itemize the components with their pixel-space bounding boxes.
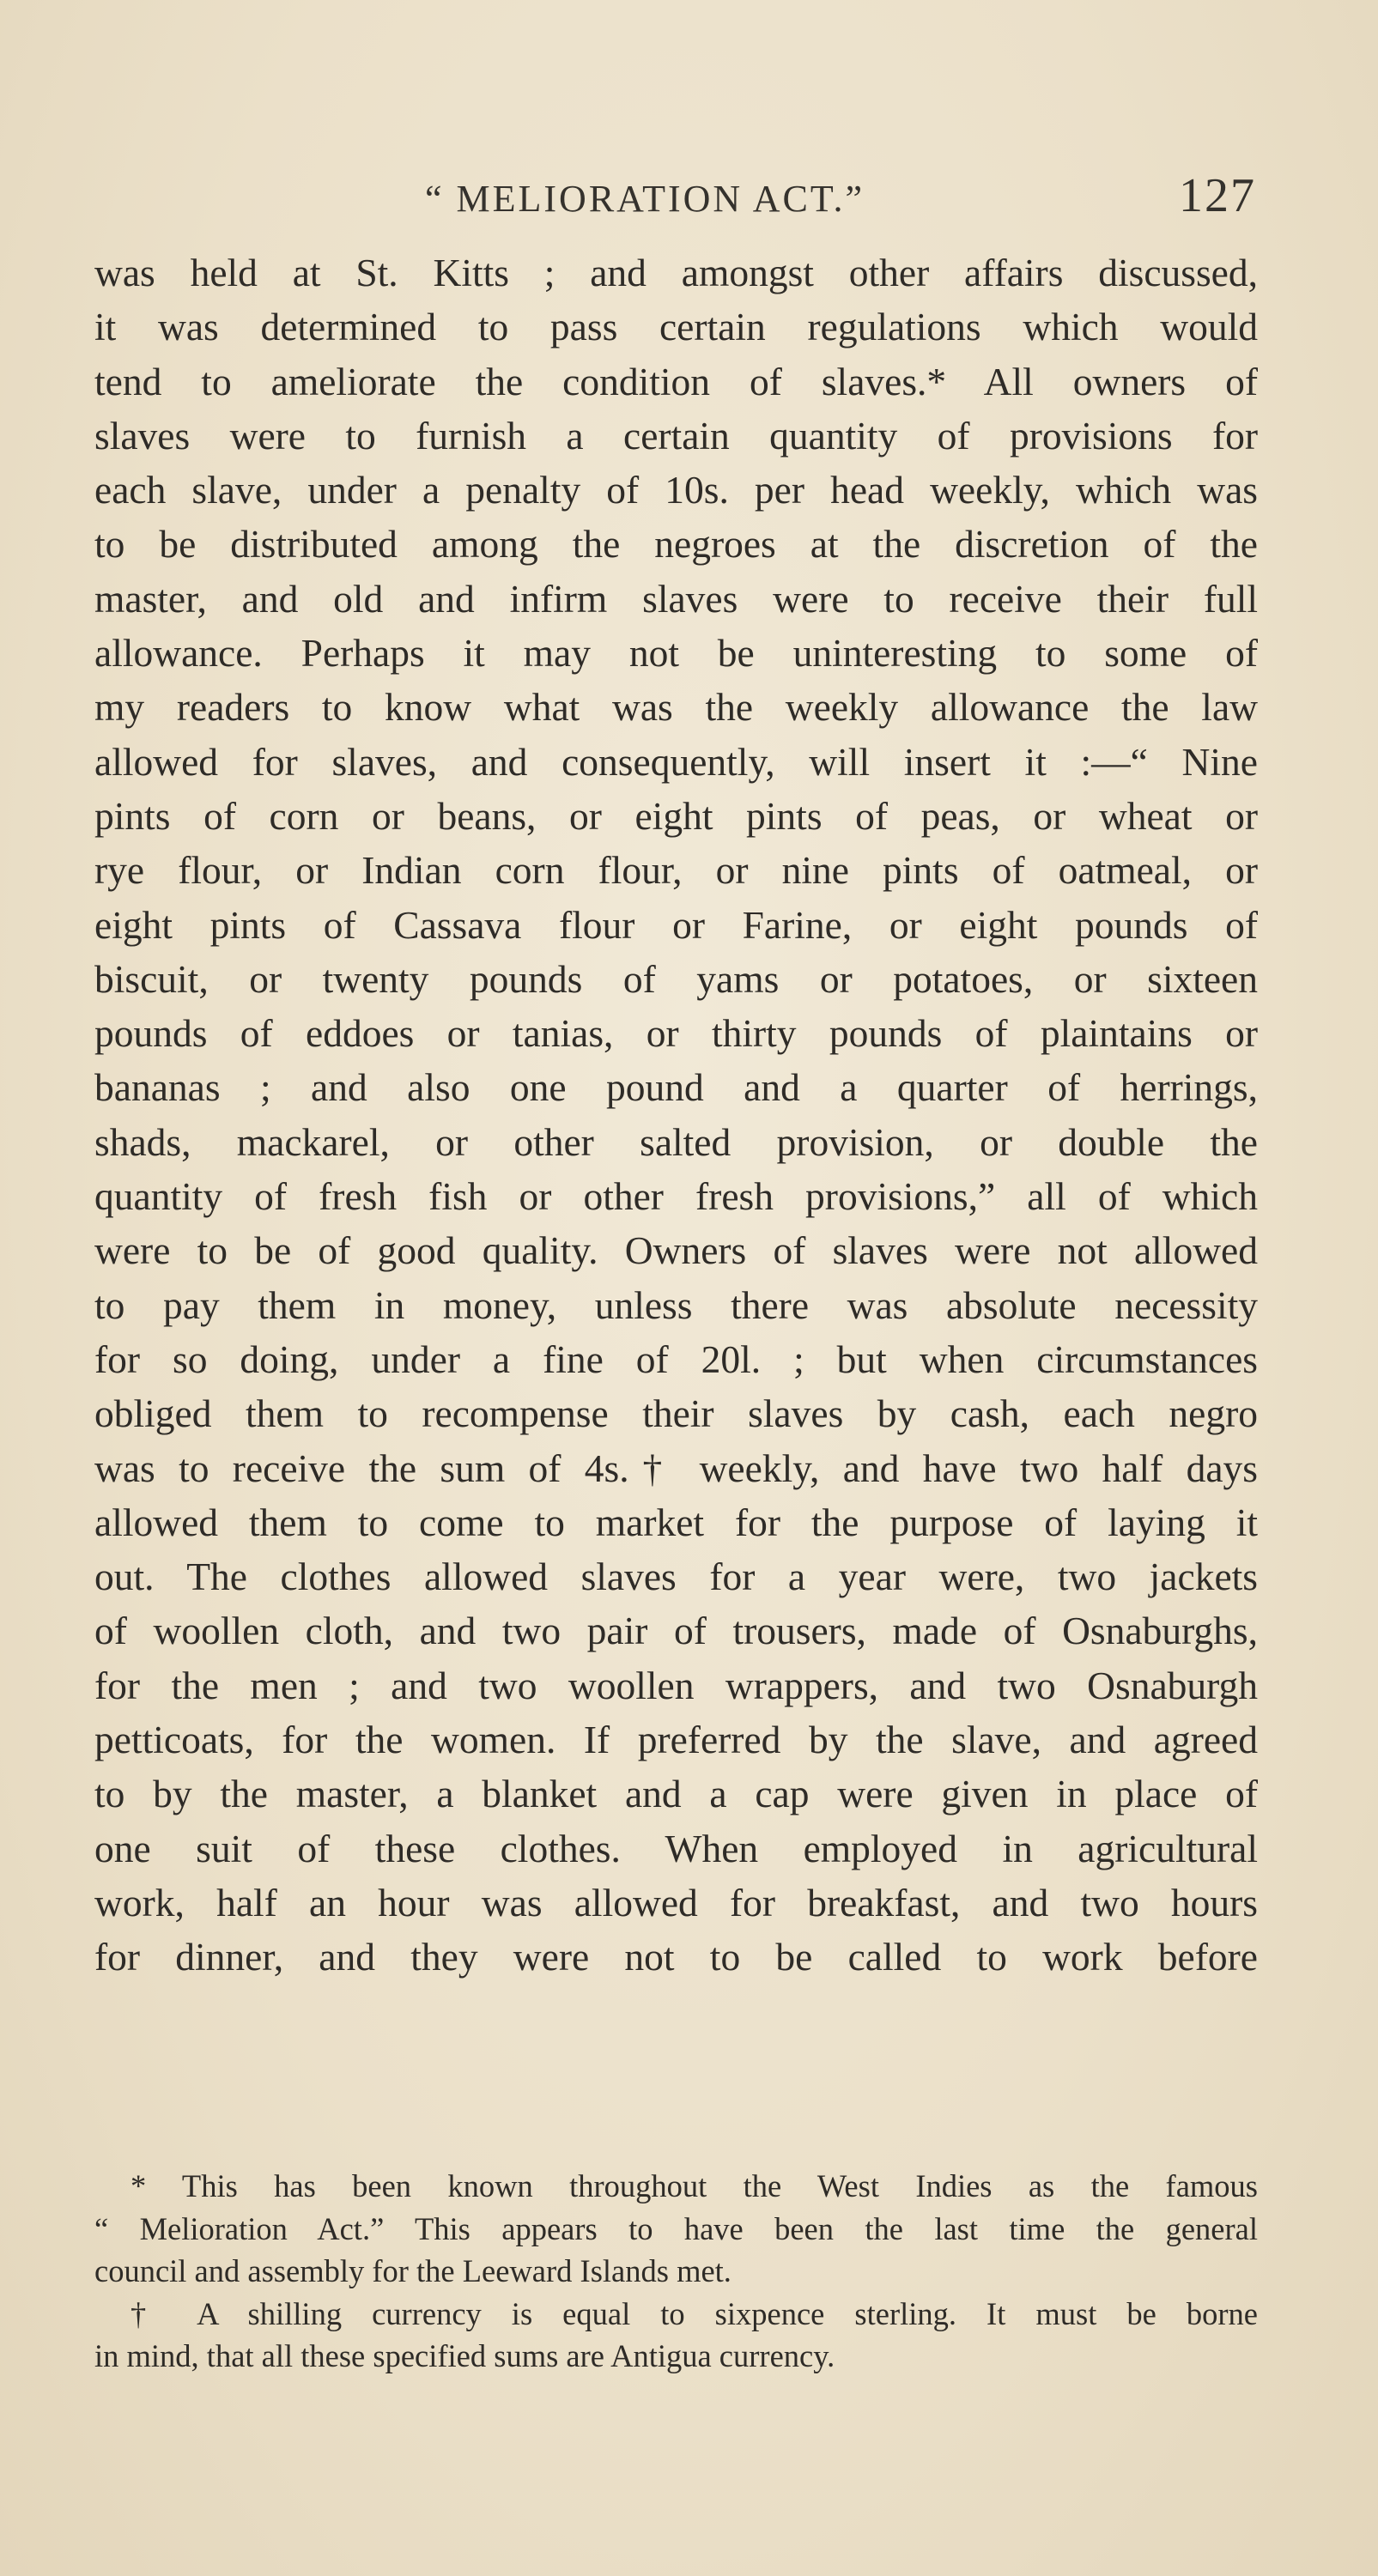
footnote-line: council and assembly for the Leeward Islands met. — [94, 2253, 731, 2288]
text-line: work, half an hour was allowed for breakfast, and two hours — [94, 1880, 1258, 1924]
text-line: each slave, under a penalty of 10s. per head weekly, which was — [94, 468, 1258, 512]
text-line: rye flour, or Indian corn flour, or nine pints of oatmeal, or — [94, 848, 1258, 893]
text-line: of woollen cloth, and two pair of trousers, made of Osnaburghs, — [94, 1609, 1258, 1653]
text-line: biscuit, or twenty pounds of yams or potatoes, or sixteen — [94, 956, 1258, 1001]
text-line: allowed them to come to market for the purpose of laying it — [94, 1500, 1258, 1544]
text-line: quantity of fresh fish or other fresh provisions,” all of which — [94, 1174, 1258, 1219]
text-line: it was determined to pass certain regulations which would — [94, 305, 1258, 349]
running-title: “ MELIORATION ACT.” — [425, 178, 865, 220]
text-line: out. The clothes allowed slaves for a year were, two jackets — [94, 1555, 1258, 1599]
running-header — [0, 161, 1378, 230]
text-line: for dinner, and they were not to be called to work before — [94, 1935, 1258, 1979]
text-line: were to be of good quality. Owners of slaves were not allowed — [94, 1228, 1258, 1273]
text-line: to by the master, a blanket and a cap were given in place of — [94, 1772, 1258, 1816]
text-line: petticoats, for the women. If preferred by the slave, and agreed — [94, 1718, 1258, 1762]
footnote-line: * This has been known throughout the West Indies as the famous — [131, 2168, 1258, 2203]
text-line: pounds of eddoes or tanias, or thirty pounds of plaintains or — [94, 1011, 1258, 1056]
text-line: to pay them in money, unless there was absolute necessity — [94, 1282, 1258, 1327]
page-number: 127 — [1179, 169, 1256, 222]
text-line: obliged them to recompense their slaves by cash, each negro — [94, 1391, 1258, 1436]
footnote-line: in mind, that all these specified sums are Antigua currency. — [94, 2338, 835, 2373]
text-line: slaves were to furnish a certain quantity of provisions for — [94, 413, 1258, 458]
text-line: one suit of these clothes. When employed in agricultural — [94, 1826, 1258, 1870]
text-line: my readers to know what was the weekly allowance the law — [94, 685, 1258, 730]
text-line: eight pints of Cassava flour or Farine, or eight pounds of — [94, 902, 1258, 947]
footnotes — [94, 2165, 1258, 2378]
text-line: shads, mackarel, or other salted provision, or double the — [94, 1119, 1258, 1164]
text-line: bananas ; and also one pound and a quarter of herrings, — [94, 1065, 1258, 1110]
text-line: to be distributed among the negroes at the discretion of the — [94, 522, 1258, 567]
footnote-line: “ Melioration Act.” This appears to have been the last time the general — [94, 2210, 1258, 2246]
text-line: allowance. Perhaps it may not be uninteresting to some of — [94, 631, 1258, 676]
text-line: was held at St. Kitts ; and amongst other affairs discussed, — [94, 251, 1258, 294]
text-line: pints of corn or beans, or eight pints of peas, or wheat or — [94, 793, 1258, 838]
text-line: for the men ; and two woollen wrappers, and two Osnaburgh — [94, 1663, 1258, 1707]
text-line: for so doing, under a fine of 20l. ; but when circumstances — [94, 1336, 1258, 1381]
footnote-line: † A shilling currency is equal to sixpence sterling. It must be borne — [131, 2295, 1258, 2331]
body-text — [94, 245, 1258, 1985]
text-line: was to receive the sum of 4s.† weekly, and have two half days — [94, 1446, 1258, 1490]
text-line: tend to ameliorate the condition of slaves.* All owners of — [94, 359, 1258, 403]
text-line: master, and old and infirm slaves were to receive their full — [94, 576, 1258, 621]
text-line: allowed for slaves, and consequently, will insert it :—“ Nine — [94, 739, 1258, 784]
